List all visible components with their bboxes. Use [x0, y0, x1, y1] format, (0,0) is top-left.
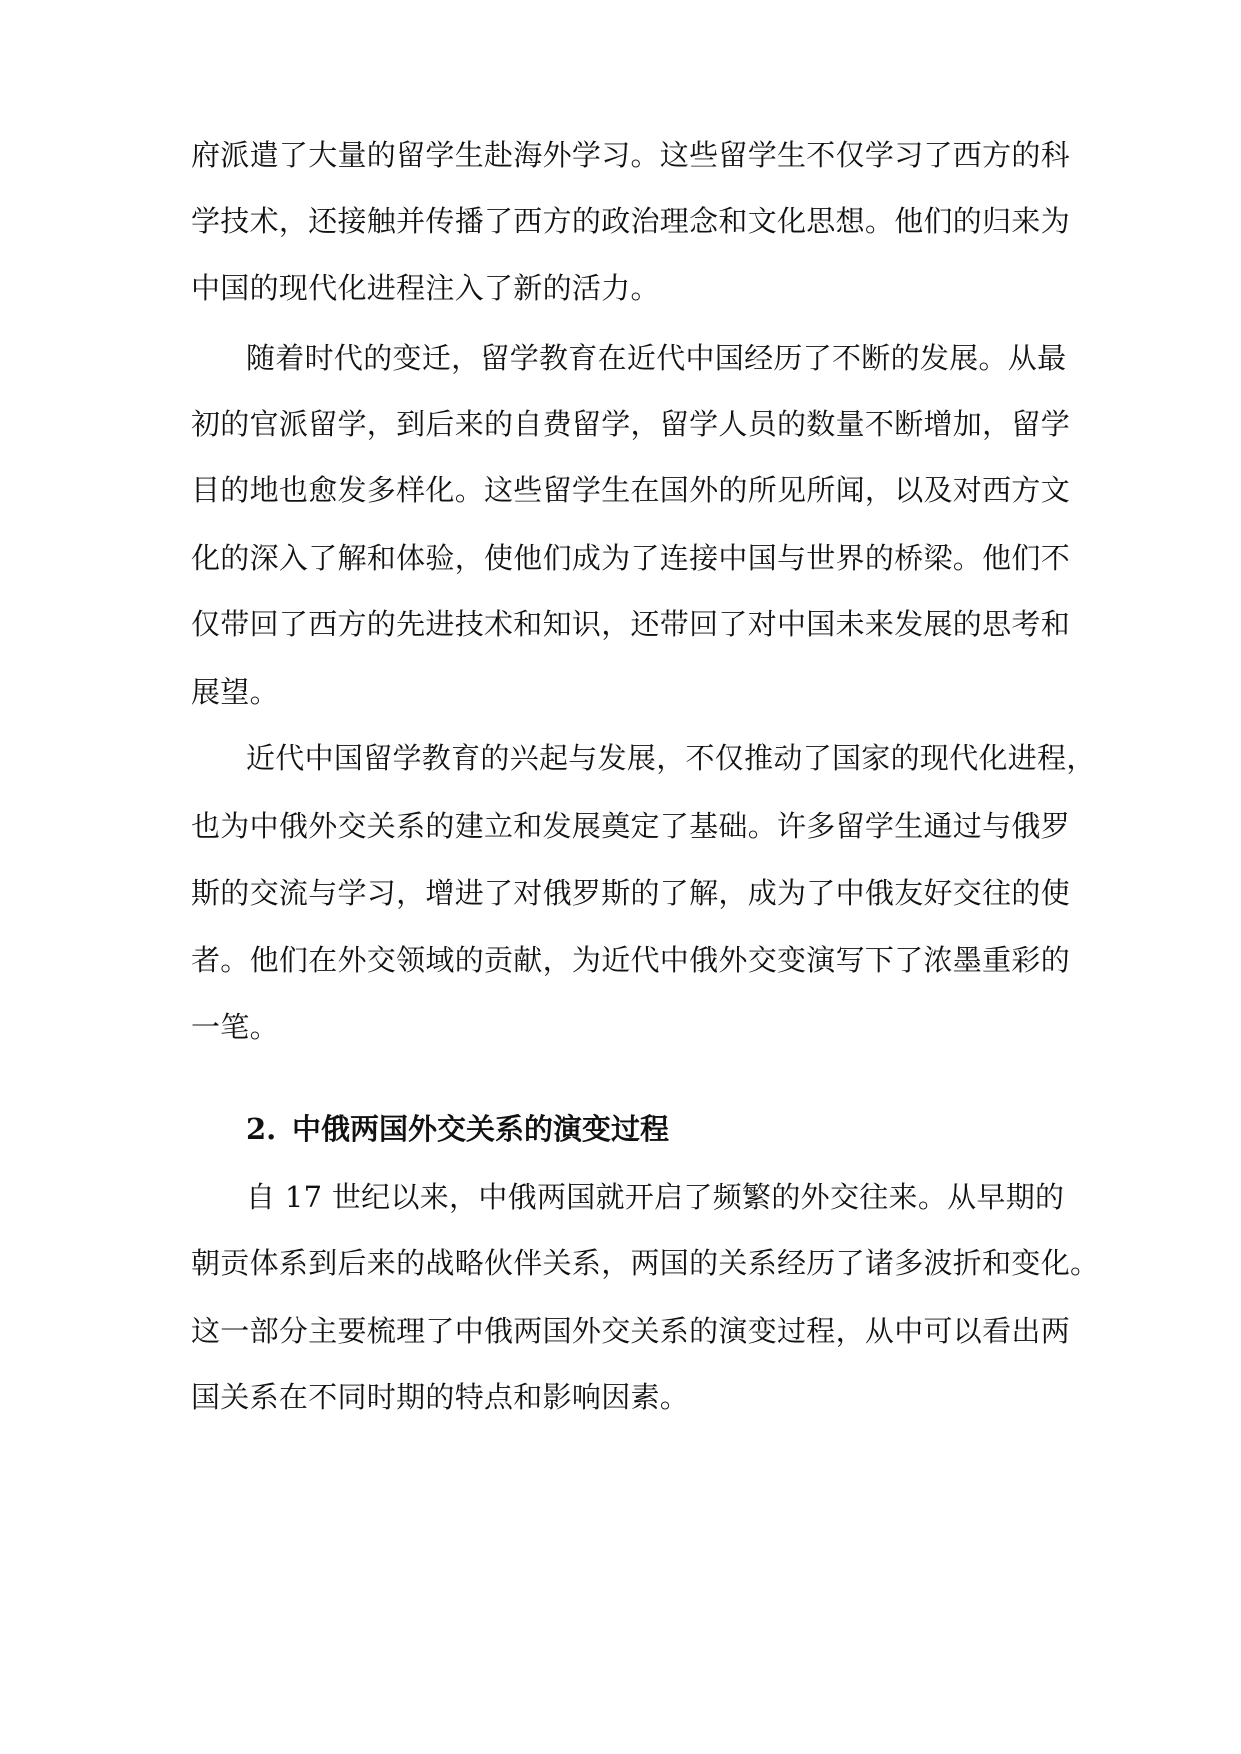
section-number: 2.: [246, 1112, 277, 1146]
paragraph-2-line-5: 仅带回了西方的先进技术和知识，还带回了对中国未来发展的思考和: [191, 607, 1071, 641]
paragraph-3-line-5: 一笔。: [191, 1010, 279, 1044]
section-paragraph-line-2: 朝贡体系到后来的战略伙伴关系，两国的关系经历了诸多波折和变化。: [191, 1246, 1100, 1280]
paragraph-1-line-3: 中国的现代化进程注入了新的活力。: [191, 271, 660, 305]
section-title: 中俄两国外交关系的演变过程: [292, 1112, 670, 1146]
section-heading: [246, 1109, 669, 1149]
paragraph-2-line-2: 初的官派留学，到后来的自费留学，留学人员的数量不断增加，留学: [191, 407, 1071, 441]
paragraph-3-line-1: 近代中国留学教育的兴起与发展，不仅推动了国家的现代化进程，: [246, 741, 1096, 775]
paragraph-1-line-2: 学技术，还接触并传播了西方的政治理念和文化思想。他们的归来为: [191, 204, 1071, 238]
paragraph-3-line-4: 者。他们在外交领域的贡献，为近代中俄外交变演写下了浓墨重彩的: [191, 943, 1071, 977]
paragraph-3-line-3: 斯的交流与学习，增进了对俄罗斯的了解，成为了中俄友好交往的使: [191, 876, 1071, 910]
paragraph-3-line-2: 也为中俄外交关系的建立和发展奠定了基础。许多留学生通过与俄罗: [191, 809, 1071, 843]
section-paragraph-line-1: 自 17 世纪以来，中俄两国就开启了频繁的外交往来。从早期的: [246, 1180, 1065, 1214]
section-paragraph-line-3: 这一部分主要梳理了中俄两国外交关系的演变过程，从中可以看出两: [191, 1314, 1071, 1348]
paragraph-2-line-3: 目的地也愈发多样化。这些留学生在国外的所见所闻，以及对西方文: [191, 473, 1071, 507]
paragraph-2-line-1: 随着时代的变迁，留学教育在近代中国经历了不断的发展。从最: [246, 341, 1067, 375]
paragraph-2-line-4: 化的深入了解和体验，使他们成为了连接中国与世界的桥梁。他们不: [191, 541, 1071, 575]
paragraph-1-line-1: 府派遣了大量的留学生赴海外学习。这些留学生不仅学习了西方的科: [191, 138, 1071, 172]
section-paragraph-line-4: 国关系在不同时期的特点和影响因素。: [191, 1380, 690, 1414]
paragraph-2-line-6: 展望。: [191, 675, 279, 709]
